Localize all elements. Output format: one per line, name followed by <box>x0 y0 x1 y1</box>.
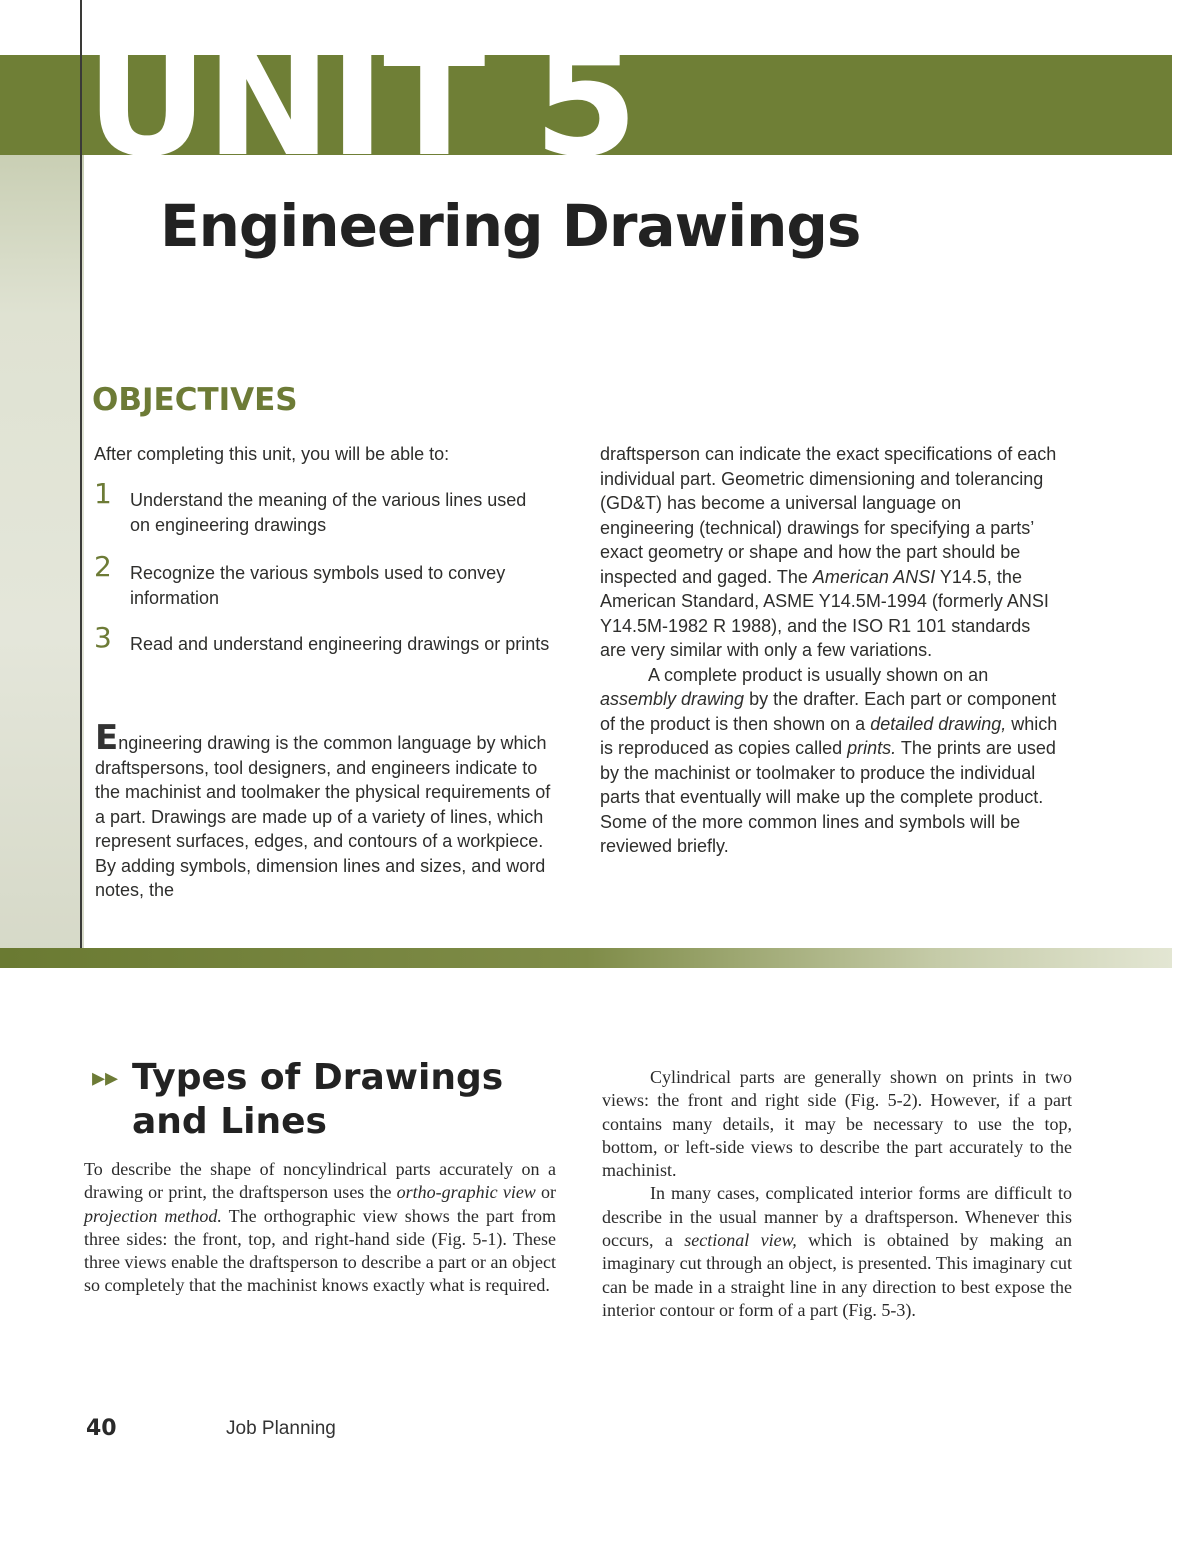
paragraph: draftsperson can indicate the exact specifications of each individual part. Geometric dimensioning and tolerancing (GD&T) has become a universal language on engineering (technical) drawings for specifying a parts’ exact geometry or shape and how the part should be inspected and gaged. The American ANSI Y14.5, the American Standard, ASME Y14.5M-1994 (formerly ANSI Y14.5M-1982 R 1988), and the ISO R1 101 standards are very similar with only a few variations. <box>600 444 1057 660</box>
intro-paragraph-text: ngineering drawing is the common language by which draftspersons, tool designers, and engineers indicate to the machinist and toolmaker the physical requirements of a part. Drawings are made up of a variety of lines, which represent surfaces, edges, and contours of a workpiece. By adding symbols, dimension lines and sizes, and word notes, the <box>95 733 551 900</box>
section-heading-line: and Lines <box>132 1101 327 1142</box>
double-arrow-icon: ▸▸ <box>92 1063 119 1093</box>
right-column-text <box>600 442 1060 859</box>
chapter-title: Engineering Drawings <box>160 192 861 260</box>
paragraph: Cylindrical parts are generally shown on prints in two views: the front and right side (Fig. 5-2). However, if a part contains many details, it may be necessary to use the top, bottom, or left-side views to describe the part accurately to the machinist. <box>602 1067 1072 1181</box>
page-number: 40 <box>86 1416 117 1441</box>
paragraph: In many cases, complicated interior forms are difficult to describe in the usual manner by a draftsperson. Whenever this occurs, a sectional view, which is obtained by making an imaginary cut through an object, is presented. This imaginary cut can be made in a straight line in any direction to best expose the interior contour or form of a part (Fig. 5-3). <box>602 1183 1073 1320</box>
objective-text: Understand the meaning of the various lines used on engineering drawings <box>130 490 527 535</box>
intro-paragraph <box>95 718 555 903</box>
left-sidebar-panel <box>0 155 84 955</box>
section-paragraph: To describe the shape of noncylindrical parts accurately on a drawing or print, the draftsperson uses the ortho-graphic view or projection method. The orthographic view shows the part from three sides: the front, top, and right-hand side (Fig. 5-1). These three views enable the draftsperson to describe a part or an object so completely that the machinist knows exactly what is required. <box>84 1159 556 1296</box>
drop-cap: E <box>95 718 119 758</box>
objective-text: Recognize the various symbols used to convey information <box>130 563 506 608</box>
left-margin-rule <box>80 0 82 960</box>
objectives-heading: OBJECTIVES <box>92 382 298 418</box>
objectives-intro: After completing this unit, you will be able to: <box>94 444 450 464</box>
section-heading <box>92 1056 503 1144</box>
objective-text: Read and understand engineering drawings or prints <box>130 634 550 654</box>
section-right-column <box>602 1066 1072 1322</box>
objective-number: 3 <box>94 621 112 654</box>
running-head: Job Planning <box>226 1418 336 1439</box>
section-divider-band <box>0 948 1172 968</box>
section-heading-line: Types of Drawings <box>132 1057 504 1098</box>
objective-number: 2 <box>94 550 112 583</box>
objective-number: 1 <box>94 477 112 510</box>
unit-title: UNIT 5 <box>86 28 637 155</box>
paragraph: A complete product is usually shown on an assembly drawing by the drafter. Each part or component of the product is then shown on a detailed drawing, which is reproduced as copies called prints. The prints are used by the machinist or toolmaker to produce the individual parts that eventually will make up the complete product. Some of the more common lines and symbols will be reviewed briefly. <box>600 664 1058 856</box>
